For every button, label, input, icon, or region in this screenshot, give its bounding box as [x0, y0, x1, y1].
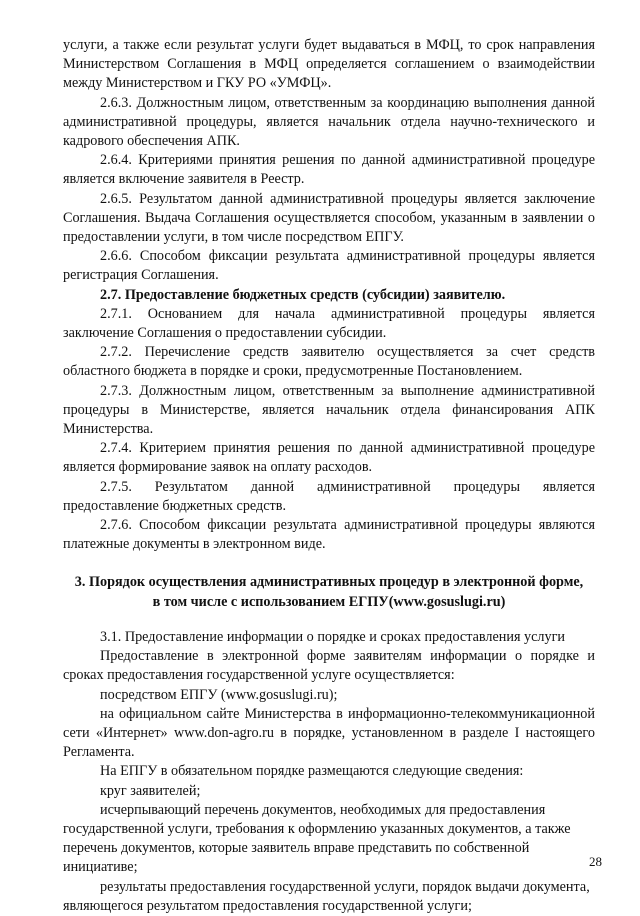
paragraph-2-7-1: 2.7.1. Основанием для начала административной процедуры является заключение Соглашения о предоставлении субсидии. — [63, 305, 595, 342]
page-content — [63, 36, 595, 916]
paragraph-2-6-6: 2.6.6. Способом фиксации результата административной процедуры является регистрация Соглашения. — [63, 248, 595, 284]
paragraph-2-7-3: 2.7.3. Должностным лицом, ответственным за выполнение административной процедуры в Министерстве, является начальник отдела финансирования АПК Министерства. — [63, 382, 595, 438]
paragraph-3-1: 3.1. Предоставление информации о порядке и сроках предоставления услуги — [100, 628, 566, 645]
paragraph-epgu-info: На ЕПГУ в обязательном порядке размещаются следующие сведения: — [100, 763, 524, 780]
paragraph-2-7-4: 2.7.4. Критерием принятия решения по данной административной процедуре является формирование заявок на оплату расходов. — [63, 440, 595, 476]
paragraph-results: результаты предоставления государственной услуги, порядок выдачи документа, являющегося результатом предоставления государственной услуги; — [63, 878, 590, 914]
paragraph-info-provision: Предоставление в электронной форме заявителям информации о порядке и сроках предоставления государственной услуге осуществляется: — [63, 648, 595, 684]
paragraph-2-6-5: 2.6.5. Результатом данной административной процедуры является заключение Соглашения. Выдача Соглашения осуществляется способом, указанным в заявлении о предоставлении услуги, в том числе посредством ЕПГУ. — [63, 190, 595, 246]
paragraph-continuation: услуги, а также если результат услуги будет выдаваться в МФЦ, то срок направления Министерством Соглашения в МФЦ определяется соглашением о взаимодействии между Министерством и ГКУ РО «УМФЦ». — [63, 37, 595, 92]
paragraph-2-7-2: 2.7.2. Перечисление средств заявителю осуществляется за счет средств областного бюджета в порядке и сроки, предусмотренные Постановлением. — [63, 344, 595, 380]
paragraph-2-7-6: 2.7.6. Способом фиксации результата административной процедуры являются платежные документы в электронном виде. — [63, 517, 595, 553]
paragraph-documents-list: исчерпывающий перечень документов, необходимых для предоставления государственной услуги, требования к оформлению указанных документов, а также перечень документов, которые заявитель вправе представить по собственной инициативе; — [63, 801, 571, 876]
paragraph-via-epgu: посредством ЕПГУ (www.gosuslugi.ru); — [100, 686, 338, 703]
paragraph-official-site: на официальном сайте Министерства в информационно-телекоммуникационной сети «Интернет» www.don-agro.ru в порядке, установленном в разделе I настоящего Регламента. — [63, 705, 595, 761]
page-number: 28 — [589, 854, 602, 869]
section-3-heading: 3. Порядок осуществления административных процедур в электронной форме, в том числе с использованием ЕГПУ(www.gosuslugi.ru) — [74, 574, 584, 610]
paragraph-applicants: круг заявителей; — [100, 782, 201, 799]
paragraph-2-6-4: 2.6.4. Критериями принятия решения по данной административной процедуре является включение заявителя в Реестр. — [63, 152, 595, 188]
paragraph-2-7-5: 2.7.5. Результатом данной административной процедуры является предоставление бюджетных средств. — [63, 478, 595, 514]
section-2-7-heading: 2.7. Предоставление бюджетных средств (субсидии) заявителю. — [100, 286, 506, 303]
paragraph-2-6-3: 2.6.3. Должностным лицом, ответственным за координацию выполнения данной административной процедуры, является начальник отдела научно-технического и кадрового обеспечения АПК. — [63, 94, 595, 150]
